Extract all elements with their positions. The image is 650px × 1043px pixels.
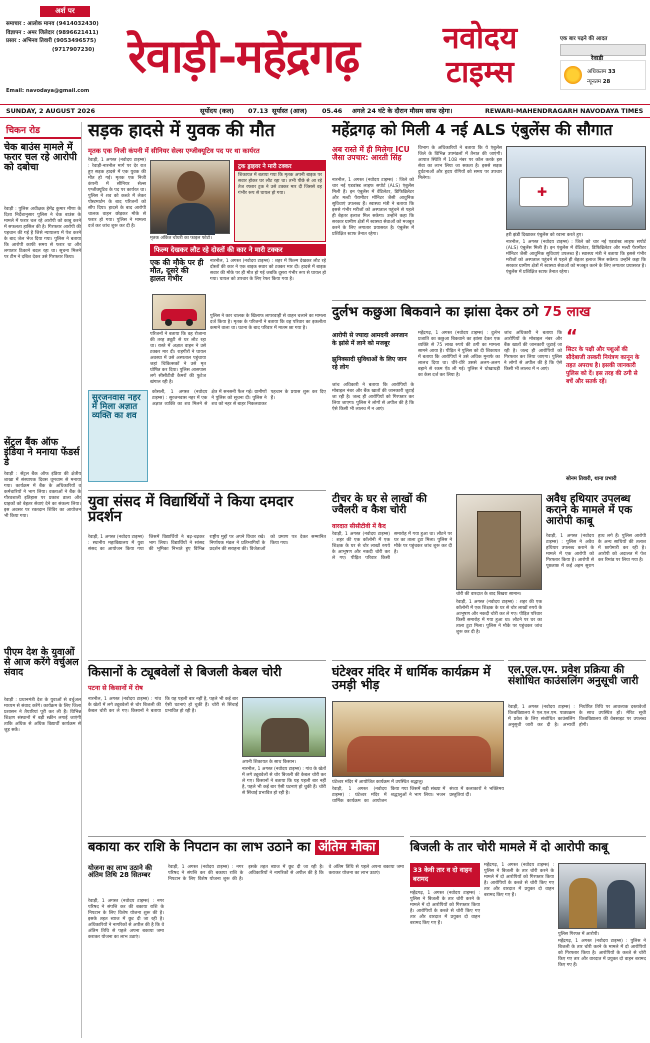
turtle-col1: जांच अधिकारी ने बताया कि आरोपियों के मोबाइल नंबर और बैंक खातों की जानकारी जुटाई जा रही है। जल्द ही आरोपियों को गिरफ्तार कर लिया जाएगा। पुलिस ने लोगों से अपील की है कि ऐसे किसी भी लालच में न आएं।	[332, 383, 414, 412]
turtle-quote-author: सोनम तिवारी, थाना प्रभारी	[566, 476, 617, 482]
lead-col2: परिजनों ने बताया कि वह रोजाना की तरह ड्यूटी से घर लौट रहा था। रास्ते में अज्ञात वाहन ने उसे टक्कर मार दी। राहगीरों ने घायल अवस्था में उसे अस्पताल पहुंचाया जहां चिकित्सकों ने उसे मृत घोषित कर दिया। पुलिस आसपास लगे सीसीटीवी कैमरों की फुटेज खंगाल रही है।	[150, 332, 206, 385]
left-story1-body: रेवाड़ी : पुलिस अधीक्षक हेमेंद्र कुमार मीणा के दिशा निर्देशानुसार पुलिस ने चेक बाउंस के मामले में फरार चल रहे आरोपी को काबू करने में सफलता हासिल की है। गिरफ्तार आरोपी की पहचान की गई है जिसे न्यायालय में पेश करने के बाद जेल भेज दिया गया। पुलिस ने बताया कि आरोपी काफी समय से फरार था और लगातार ठिकाने बदल रहा था। सूचना मिलने पर टीम ने दबिश देकर उसे गिरफ्तार किया।	[4, 207, 81, 260]
left-story1-headline: चेक बाउंस मामले में फरार चल रहे आरोपी को दबोचा	[4, 142, 77, 173]
arrears-scheme: योजना का लाभ उठाने की अंतिम तिथि 28 सितम्बर	[88, 864, 153, 880]
lead-headline: सड़क हादसे में युवक की मौत	[88, 121, 275, 141]
lead-banner: फिल्म देखकर लौट रहे दोस्तों की कार ने मारी टक्कर	[150, 244, 326, 256]
turtle-quote	[566, 327, 646, 487]
left-story3-headline: पीएम देश के युवाओं से आज करेंगे वर्चुअल संवाद	[4, 647, 79, 678]
als-subhead: अब रास्ते में ही मिलेगा ICU जैसा उपचार: आरती सिंह	[332, 145, 410, 162]
section-label: चिकन रोड	[4, 122, 81, 139]
turtle-bullet-2: झुनिक्सादी सुविधाओं के लिए जान रहे लोग	[332, 356, 407, 371]
lead-col3: नारनौल, 1 अगस्त (नवोदय टाइम्स) : शहर में फिल्म देखकर लौट रहे दोस्तों की कार ने एक बाइक सवार को टक्कर मार दी। हादसे में बाइक सवार की मौके पर ही मौत हो गई जबकि दूसरा गंभीर रूप से घायल हो गया। घायल को उपचार के लिए रेफर किया गया है।	[210, 259, 326, 282]
lead-story	[88, 122, 326, 384]
wire-subhead: 33 केवी तार व दो वाहन बरामद	[410, 863, 480, 887]
wire-col2: महेंद्रगढ़, 1 अगस्त (नवोदय टाइम्स) : पुलिस ने बिजली के तार चोरी करने के मामले में दो आरोपियों को गिरफ्तार किया है। आरोपियों के कब्जे से चोरी किए गए तार और वारदात में प्रयुक्त दो वाहन बरामद किए गए हैं।	[484, 863, 554, 898]
temple-body: रेवाड़ी, 1 अगस्त (नवोदय टाइम्स) : घंटेश्वर मंदिर में धार्मिक कार्यक्रम का आयोजन किया गया जिसमें बड़ी संख्या में श्रद्धालुओं ने भाग लिया। भजन संध्या में कलाकारों ने भक्तिमय प्रस्तुतियां दीं।	[332, 787, 504, 804]
teacher-headline: टीचर के घर से लाखों की ज्वैलरी व कैश चोरी	[332, 493, 427, 517]
als-headline: महेंद्रगढ़ को मिली 4 नई ALS एंबुलेंस की सौगात	[332, 121, 613, 139]
left-story2-body: रेवाड़ी : सेंट्रल बैंक ऑफ इंडिया की क्षेत्रीय शाखा में संस्थापक दिवस धूमधाम से मनाया गया। कार्यक्रम में बैंक के अधिकारियों व कर्मचारियों ने भाग लिया। वक्ताओं ने बैंक के गौरवशाली इतिहास पर प्रकाश डाला और ग्राहकों को बेहतर सेवाएं देने का संकल्प लिया। इस अवसर पर रक्तदान शिविर का आयोजन भी किया गया।	[4, 472, 81, 519]
wire-col1: महेंद्रगढ़, 1 अगस्त (नवोदय टाइम्स) : पुलिस ने बिजली के तार चोरी करने के मामले में दो आरोपियों को गिरफ्तार किया है। आरोपियों के कब्जे से चोरी किए गए तार और वारदात में प्रयुक्त दो वाहन बरामद किए गए हैं।	[410, 891, 480, 926]
person-body-icon	[167, 203, 215, 235]
canal-body: कोसली, 1 अगस्त (नवोदय टाइम्स) : सुरजनवास नहर में एक अज्ञात व्यक्ति का शव मिलने से क्षेत्र में सनसनी फैल गई। ग्रामीणों ने पुलिस को सूचना दी। पुलिस ने शव को नहर से बाहर निकलवाकर पहचान के प्रयास शुरू कर दिए हैं।	[152, 390, 326, 407]
wheel-icon-2	[186, 319, 193, 326]
date-text: SUNDAY, 2 AUGUST 2026	[6, 107, 96, 115]
lead-subhead: मृतक एक निजी कंपनी में सीनियर सेल्स एग्जीक्यूटिव पद पर था कार्यरत	[88, 147, 260, 155]
weather-max-label: अधिकतम	[587, 69, 607, 75]
arrears-headline	[88, 841, 404, 861]
ambulance-cross-icon: ✚	[537, 185, 548, 199]
arrears-headline-text: बकाया कर राशि के निपटान का लाभ उठाने का	[88, 840, 311, 855]
lead-col1: रेवाड़ी, 1 अगस्त (नवोदय टाइम्स) : रेवाड़ी-नारनौल मार्ग पर देर रात हुए सड़क हादसे में एक युवक की मौत हो गई। मृतक एक निजी कंपनी में सीनियर सेल्स एग्जीक्यूटिव के पद पर कार्यरत था। पुलिस ने शव को कब्जे में लेकर पोस्टमार्टम के बाद परिजनों को सौंप दिया। हादसे के बाद आरोपी चालक वाहन छोड़कर मौके से फरार हो गया। पुलिस ने मामला दर्ज कर जांच शुरू कर दी है।	[88, 158, 146, 229]
arms-body: रेवाड़ी, 1 अगस्त (नवोदय टाइम्स) : पुलिस ने अवैध हथियार उपलब्ध कराने के मामले में एक आरोपी को गिरफ्तार किया है। आरोपी से पूछताछ में कई अहम सुराग हाथ लगे हैं। पुलिस आरोपी के अन्य साथियों की तलाश में छापेमारी कर रही है। आरोपी को अदालत में पेश कर रिमांड पर लिया गया है।	[546, 534, 646, 569]
sun-icon	[564, 66, 582, 84]
arms-story	[546, 494, 646, 654]
lead-col4: पुलिस ने कार चालक के खिलाफ लापरवाही से वाहन चलाने का मामला दर्ज किया है। मृतक के परिजनों ने बताया कि वह परिवार का इकलौता कमाने वाला था। घटना के बाद परिवार में मातम छा गया है।	[210, 314, 326, 331]
masthead-email: Email: navodaya@gmail.com	[6, 88, 90, 94]
masthead-tagline: एक बार पढ़ने की आदत	[560, 36, 608, 42]
accused-icon	[607, 880, 635, 928]
sunset-value: 05.46	[322, 107, 343, 115]
turtle-col3: जांच अधिकारी ने बताया कि आरोपियों के मोबाइल नंबर और बैंक खातों की जानकारी जुटाई जा रही है। जल्द ही आरोपियों को गिरफ्तार कर लिया जाएगा। पुलिस ने लोगों से अपील की है कि ऐसे किसी भी लालच में न आएं।	[504, 331, 562, 372]
weather-panel	[560, 60, 646, 90]
als-body2: विभाग के अधिकारियों ने बताया कि ये एंबुलेंस जिले के विभिन्न उपमंडलों में तैनात की जाएंगी। आपात स्थिति में 108 नंबर पर कॉल करके इस सेवा का लाभ लिया जा सकता है। इससे सड़क दुर्घटनाओं और हृदय रोगियों को समय पर उपचार मिलेगा।	[418, 146, 502, 181]
sunrise-value: 07.13	[248, 107, 269, 115]
wire-story	[410, 836, 646, 1038]
city-name: रेवाड़ी	[591, 55, 604, 62]
person-icon	[177, 171, 205, 201]
temple-headline: घंटेश्वर मंदिर में धार्मिक कार्यक्रम में उमड़ी भीड़	[332, 664, 491, 693]
turtle-story	[332, 300, 646, 490]
sunset-label: सूर्यास्त (आज)	[272, 107, 308, 115]
weather-min-value: 28	[602, 79, 611, 85]
temple-story	[332, 660, 504, 830]
teacher-photo	[456, 494, 542, 590]
llm-story	[508, 660, 646, 830]
lead-quote-box	[234, 160, 326, 242]
canal-box	[88, 390, 148, 482]
teacher-body: रेवाड़ी, 1 अगस्त (नवोदय टाइम्स) : शहर की एक कॉलोनी में एक शिक्षक के घर से चोर लाखों रुपये के आभूषण और नकदी चोरी कर ले गए। पीड़ित परिवार किसी समारोह में गया हुआ था। लौटने पर घर का ताला टूटा मिला। पुलिस ने मौके पर पहुंचकर जांच शुरू कर दी है।	[332, 532, 452, 561]
arrears-emphasis: अंतिम मौका	[315, 840, 379, 855]
wire-photo	[558, 863, 646, 929]
contact-ads: विज्ञापन : अमर जिलेदार (9896621411)	[6, 29, 99, 36]
als-photo-caption: हरी झंडी दिखाकर एंबुलेंस को रवाना करते हुए।	[506, 233, 584, 238]
left-column	[4, 122, 82, 1038]
masthead	[0, 0, 650, 100]
llm-body: रेवाड़ी, 1 अगस्त (नवोदय टाइम्स) : विश्वविद्यालय ने एल.एल.एम. पाठ्यक्रम में प्रवेश के लिए संशोधित काउंसलिंग अनुसूची जारी कर दी है। अभ्यर्थी निर्धारित तिथि पर आवश्यक दस्तावेजों के साथ उपस्थित हों। मेरिट सूची विश्वविद्यालय की वेबसाइट पर उपलब्ध होगी।	[508, 705, 646, 728]
dateline-promo: अगले 24 घंटे के दौरान मौसम साफ रहेगा।	[352, 107, 453, 115]
als-body3: नारनौल, 1 अगस्त (नवोदय टाइम्स) : जिले को चार नई एडवांस्ड लाइफ सपोर्ट (ALS) एंबुलेंस मिली हैं। इन एंबुलेंस में वेंटिलेटर, डिफिब्रिलेटर और मल्टी पैरामीटर मॉनिटर जैसी आधुनिक सुविधाएं उपलब्ध हैं। स्वास्थ्य मंत्री ने बताया कि इससे गंभीर मरीजों को अस्पताल पहुंचने से पहले ही बेहतर इलाज मिल सकेगा। उन्होंने कहा कि सरकार ग्रामीण क्षेत्रों में स्वास्थ्य सेवाओं को मजबूत करने के लिए लगातार प्रयासरत है। एंबुलेंस में प्रशिक्षित स्टाफ तैनात रहेगा।	[506, 240, 646, 275]
wire-headline: बिजली के तार चोरी मामले में दो आरोपी काबू	[410, 840, 608, 854]
als-story	[332, 122, 646, 294]
contact-circulation: प्रसार : अभिनव तिवारी (9053496575)	[6, 38, 97, 45]
youth-headline: युवा संसद में विद्यार्थियों ने किया दमदार प्रदर्शन	[88, 494, 294, 526]
turtle-headline	[332, 305, 646, 327]
ambulance-icon-2	[583, 177, 633, 207]
masthead-title-right: नवोदय टाइम्स	[442, 21, 518, 90]
tubewell-headline: किसानों के ट्यूबवेलों से बिजली केबल चोरी	[88, 664, 282, 679]
quote-mark-icon: “	[566, 326, 578, 347]
weather-min	[587, 77, 610, 85]
teacher-body-2: रेवाड़ी, 1 अगस्त (नवोदय टाइम्स) : शहर की एक कॉलोनी में एक शिक्षक के घर से चोर लाखों रुपये के आभूषण और नकदी चोरी कर ले गए। पीड़ित परिवार किसी समारोह में गया हुआ था। लौटने पर घर का ताला टूटा मिला। पुलिस ने मौके पर पहुंचकर जांच शुरू कर दी है।	[456, 600, 542, 635]
turtle-quote-text: सिटर के पक्षी और पशुओं की सौदेबाजी तस्करी नियंत्रण कानून के तहत अपराध है। इसकी जानकारी पुलिस को दें। इस तरह की ठगी से बचें और सतर्क रहें।	[566, 347, 640, 385]
police-icon	[569, 878, 597, 928]
temple-photo	[332, 701, 504, 777]
sunrise-label: सूर्योदय (कल)	[200, 107, 235, 115]
contact-news: समाचार : आलोक मानव (9414032430)	[6, 21, 99, 27]
edition-name: REWARI-MAHENDRAGARH NAVODAYA TIMES	[485, 107, 644, 115]
lead-illustration	[152, 294, 206, 330]
arrears-col2: रेवाड़ी, 1 अगस्त (नवोदय टाइम्स) : नगर परिषद ने संपत्ति कर की बकाया राशि के निपटान के लिए विशेष योजना शुरू की है। इसके तहत ब्याज में छूट दी जा रही है। अधिकारियों ने नागरिकों से अपील की है कि वे अंतिम तिथि से पहले अपना बकाया जमा कराकर योजना का लाभ उठाएं।	[168, 865, 404, 882]
youth-body: रेवाड़ी, 1 अगस्त (नवोदय टाइम्स) : स्थानीय महाविद्यालय में युवा संसद का आयोजन किया गया जिसमें विद्यार्थियों ने बढ़-चढ़कर भाग लिया। विद्यार्थियों ने सांसद की भूमिका निभाते हुए विभिन्न राष्ट्रीय मुद्दों पर अपने विचार रखे। निर्णायक मंडल ने प्रतिभागियों के प्रदर्शन की सराहना की। विजेताओं को प्रमाण पत्र देकर सम्मानित किया गया।	[88, 535, 326, 552]
teacher-subhead: वारदात सीसीटीवी में कैद	[332, 523, 386, 530]
weather-max-value: 33	[608, 69, 616, 75]
wheel-icon	[165, 319, 172, 326]
lead-side-head: एक की मौके पर ही मौत, दूसरे की हालत गंभीर	[150, 258, 204, 283]
als-body: नारनौल, 1 अगस्त (नवोदय टाइम्स) : जिले को चार नई एडवांस्ड लाइफ सपोर्ट (ALS) एंबुलेंस मिली हैं। इन एंबुलेंस में वेंटिलेटर, डिफिब्रिलेटर और मल्टी पैरामीटर मॉनिटर जैसी आधुनिक सुविधाएं उपलब्ध हैं। स्वास्थ्य मंत्री ने बताया कि इससे गंभीर मरीजों को अस्पताल पहुंचने से पहले ही बेहतर इलाज मिल सकेगा। उन्होंने कहा कि सरकार ग्रामीण क्षेत्रों में स्वास्थ्य सेवाओं को मजबूत करने के लिए लगातार प्रयासरत है। एंबुलेंस में प्रशिक्षित स्टाफ तैनात रहेगा।	[332, 178, 414, 237]
crowd-icon	[347, 736, 491, 772]
tubewell-photo	[242, 697, 326, 757]
wire-photo-caption: पुलिस गिरफ्त में आरोपी।	[558, 932, 600, 937]
group-icon	[261, 718, 309, 752]
tubewell-body-2: नारनौल, 1 अगस्त (नवोदय टाइम्स) : गांव के खेतों में लगे ट्यूबवेलों से चोर बिजली की केबल चोरी कर ले गए। किसानों ने बताया कि यह पहली बार नहीं है, पहले भी कई बार ऐसी घटनाएं हो चुकी हैं। चोरी से सिंचाई प्रभावित हो रही है।	[242, 767, 326, 796]
arrears-col1: रेवाड़ी, 1 अगस्त (नवोदय टाइम्स) : नगर परिषद ने संपत्ति कर की बकाया राशि के निपटान के लिए विशेष योजना शुरू की है। इसके तहत ब्याज में छूट दी जा रही है। अधिकारियों ने नागरिकों से अपील की है कि वे अंतिम तिथि से पहले अपना बकाया जमा कराकर योजना का लाभ उठाएं।	[88, 899, 164, 940]
canal-headline: सुरजनवास नहर में मिला अज्ञात व्यक्ति का शव	[92, 393, 141, 421]
weather-max	[587, 67, 616, 75]
teacher-photo-caption: चोरी की वारदात के बाद बिखरा सामान।	[456, 592, 522, 597]
lead-photo-caption: मृतक अंकित चौधरी का फाइल फोटो।	[150, 236, 212, 241]
lead-photo	[150, 160, 230, 234]
left-story2-headline: सेंट्रल बैंक ऑफ इंडिया ने मनाया फेंडर्स डे	[4, 437, 80, 468]
temple-photo-caption: घंटेश्वर मंदिर में आयोजित कार्यक्रम में उपस्थित श्रद्धालु।	[332, 780, 424, 785]
turtle-bullet-1: आरोपी से ज्यादा आमदनी अनजान के झांसे में लाने को मजबूर	[332, 332, 408, 347]
turtle-bullets	[332, 331, 414, 379]
dateline-bar	[0, 104, 650, 118]
lead-quote-title: ट्रक ड्राइवर ने मारी टक्कर	[235, 161, 325, 171]
contact-list	[6, 20, 130, 54]
youth-parliament-story	[88, 490, 326, 652]
tubewell-photo-caption: अपनी शिकायत के साथ किसान।	[242, 760, 297, 765]
als-photo	[506, 146, 646, 230]
contact-extra: (9717907230)	[52, 46, 95, 53]
arrears-story	[88, 836, 404, 1038]
turtle-amount: 75 लाख	[543, 304, 591, 320]
masthead-label: अर्श पर	[40, 6, 90, 17]
masthead-title-left: रेवाड़ी-महेंद्रगढ़	[128, 29, 360, 83]
tubewell-story	[88, 660, 326, 830]
city-box	[560, 44, 646, 62]
turtle-headline-text: दुर्लभ कछुआ बिकवाने का झांसा देकर ठगे	[332, 304, 539, 320]
left-story3-body: रेवाड़ी : प्रधानमंत्री देश के युवाओं से वर्चुअल माध्यम से संवाद करेंगे। कार्यक्रम के लिए जिला प्रशासन ने तैयारियां पूरी कर ली हैं। विभिन्न शिक्षण संस्थानों में बड़ी स्क्रीन लगाई जाएंगी ताकि अधिक से अधिक विद्यार्थी कार्यक्रम से जुड़ सकें।	[4, 698, 81, 733]
arms-headline: अवैध हथियार उपलब्ध कराने के मामले में एक आरोपी काबू	[546, 493, 633, 528]
llm-headline: एल.एल.एम. प्रवेश प्रक्रिया की संशोधित काउंसलिंग अनुसूची जारी	[508, 664, 639, 688]
teacher-story	[332, 494, 452, 654]
tubewell-subhead: पटना से किसानों में रोष	[88, 684, 143, 692]
almirah-icon	[477, 511, 521, 577]
turtle-col2: महेंद्रगढ़, 1 अगस्त (नवोदय टाइम्स) : दुर्लभ प्रजाति का कछुआ बिकवाने का झांसा देकर एक व्यक्ति से 75 लाख रुपये की ठगी का मामला सामने आया है। पीड़ित ने पुलिस को दी शिकायत में बताया कि आरोपियों ने उसे अधिक मुनाफे का लालच दिया था। धीरे-धीरे उससे अलग-अलग बहाने से रकम ऐंठ ली गई। पुलिस ने धोखाधड़ी का केस दर्ज कर लिया है।	[418, 331, 500, 378]
wire-col3: महेंद्रगढ़, 1 अगस्त (नवोदय टाइम्स) : पुलिस ने बिजली के तार चोरी करने के मामले में दो आरोपियों को गिरफ्तार किया है। आरोपियों के कब्जे से चोरी किए गए तार और वारदात में प्रयुक्त दो वाहन बरामद किए गए हैं।	[558, 939, 646, 968]
lead-quote-body: शिकायत में बताया गया कि मृतक अपनी बाइक पर सवार होकर घर लौट रहा था। तभी पीछे से आ रहे तेज रफ्तार ट्रक ने उसे टक्कर मार दी जिससे वह गंभीर रूप से घायल हो गया।	[238, 173, 322, 196]
weather-min-label: न्यूनतम	[587, 79, 602, 85]
tubewell-body: नारनौल, 1 अगस्त (नवोदय टाइम्स) : गांव के खेतों में लगे ट्यूबवेलों से चोर बिजली की केबल चोरी कर ले गए। किसानों ने बताया कि यह पहली बार नहीं है, पहले भी कई बार ऐसी घटनाएं हो चुकी हैं। चोरी से सिंचाई प्रभावित हो रही है।	[88, 697, 238, 714]
